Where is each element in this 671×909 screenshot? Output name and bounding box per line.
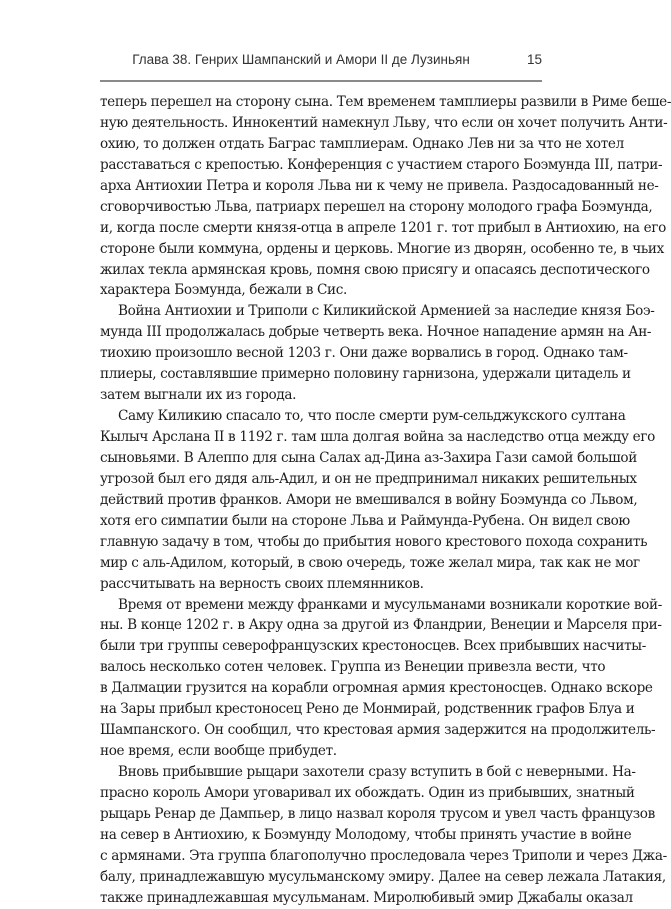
text-line: ное время, если вообще прибудет. (100, 743, 337, 760)
text-line: ную деятельность. Иннокентий намекнул Льву, что если он хочет получить Анти- (100, 114, 668, 131)
running-header (100, 52, 542, 74)
header-rule (100, 80, 542, 82)
text-line: прасно король Амори уговаривал их обождать. Один из прибывших, знатный (100, 784, 635, 801)
text-line: Время от времени между франками и мусульманами возникали короткие вой- (118, 596, 662, 613)
paragraph (100, 595, 662, 763)
text-line: охию, то должен отдать Баграс тамплиерам. Однако Лев ни за что не хотел (100, 135, 624, 152)
paragraph (100, 406, 655, 594)
text-line: тиохию произошло весной 1203 г. Они даже ворвались в город. Однако там- (100, 345, 628, 362)
text-line: характера Боэмунда, бежали в Сис. (100, 282, 347, 299)
text-line: также принадлежавшая мусульманам. Миролюбивый эмир Джабалы оказал (100, 889, 633, 906)
text-line: главную задачу в том, чтобы до прибытия нового крестового похода сохранить (100, 533, 648, 550)
text-line: сыновьями. В Алеппо для сына Салах ад-Дина аз-Захира Гази самой большой (100, 449, 637, 466)
text-line: плиеры, составлявшие примерно половину гарнизона, удержали цитадель и (100, 366, 631, 383)
text-line: рассчитывать на верность своих племянников. (100, 575, 424, 592)
text-line: и, когда после смерти князя-отца в апреле 1201 г. тот прибыл в Антиохию, на его (100, 219, 666, 236)
text-line: расставаться с крепостью. Конференция с участием старого Боэмунда III, патри- (100, 156, 663, 173)
paragraph (100, 301, 655, 406)
page-body (100, 92, 671, 909)
text-line: Вновь прибывшие рыцари захотели сразу вступить в бой с неверными. На- (118, 764, 636, 780)
text-line: в Далмации грузится на корабли огромная армия крестоносцев. Однако вскоре (100, 680, 653, 697)
text-line: на Зары прибыл крестоносец Рено де Монмирай, родственник графов Блуа и (100, 701, 635, 718)
text-line: жилах текла армянская кровь, помня свою присягу и опасаясь деспотического (100, 261, 650, 278)
text-line: были три группы северофранцузских крестоносцев. Всех прибывших насчиты- (100, 638, 646, 655)
paragraph (100, 92, 671, 301)
text-line: затем выгнали их из города. (100, 387, 297, 404)
text-line: балу, принадлежавшую мусульманскому эмиру. Далее на север лежала Латакия, (100, 868, 666, 885)
text-line: ны. В конце 1202 г. в Акру одна за другой из Фландрии, Венеции и Марселя при- (100, 617, 662, 634)
text-line: на север в Антиохию, к Боэмунду Молодому, чтобы принять участие в войне (100, 826, 632, 843)
text-line: угрозой был его дядя аль-Адил, и он не предпринимал никаких решительных (100, 470, 637, 487)
text-line: Саму Киликию спасало то, что после смерти рум-сельджукского султана (118, 408, 626, 425)
text-line: сговорчивостью Льва, патриарх перешел на сторону молодого графа Боэмунда, (100, 198, 653, 215)
text-line: валось несколько сотен человек. Группа из Венеции привезла вести, что (100, 659, 606, 676)
text-line: Шампанского. Он сообщил, что крестовая армия задержится на продолжитель- (100, 722, 656, 739)
text-line: Война Антиохии и Триполи с Киликийской Арменией за наследие князя Боэ- (118, 303, 655, 320)
text-line: хотя его симпатии были на стороне Льва и Раймунда-Рубена. Он видел свою (100, 512, 630, 529)
chapter-title: Глава 38. Генрих Шампанский и Амори II де Лузиньян (132, 52, 470, 67)
text-line: Кылыч Арслана II в 1192 г. там шла долгая война за наследство отца между его (100, 429, 655, 445)
text-line: стороне были коммуна, ордены и церковь. Многие из дворян, особенно те, в чьих (100, 240, 664, 257)
text-line: с армянами. Эта группа благополучно проследовала через Триполи и через Джа- (100, 847, 667, 864)
text-line: мир с аль-Адилом, который, в свою очередь, тоже желал мира, так как не мог (100, 554, 640, 571)
text-line: арха Антиохии Петра и короля Льва ни к чему не привела. Раздосадованный не- (100, 177, 659, 194)
text-line: рыцарь Ренар де Дампьер, в лицо назвал короля трусом и увел часть французов (100, 805, 655, 822)
paragraph (100, 762, 667, 909)
text-line: мунда III продолжалась добрые четверть века. Ночное нападение армян на Ан- (100, 324, 652, 341)
page-number: 15 (526, 52, 542, 67)
text-line: действий против франков. Амори не вмешивался в войну Боэмунда со Львом, (100, 491, 638, 508)
text-line: теперь перешел на сторону сына. Тем временем тамплиеры развили в Риме беше- (100, 94, 671, 110)
